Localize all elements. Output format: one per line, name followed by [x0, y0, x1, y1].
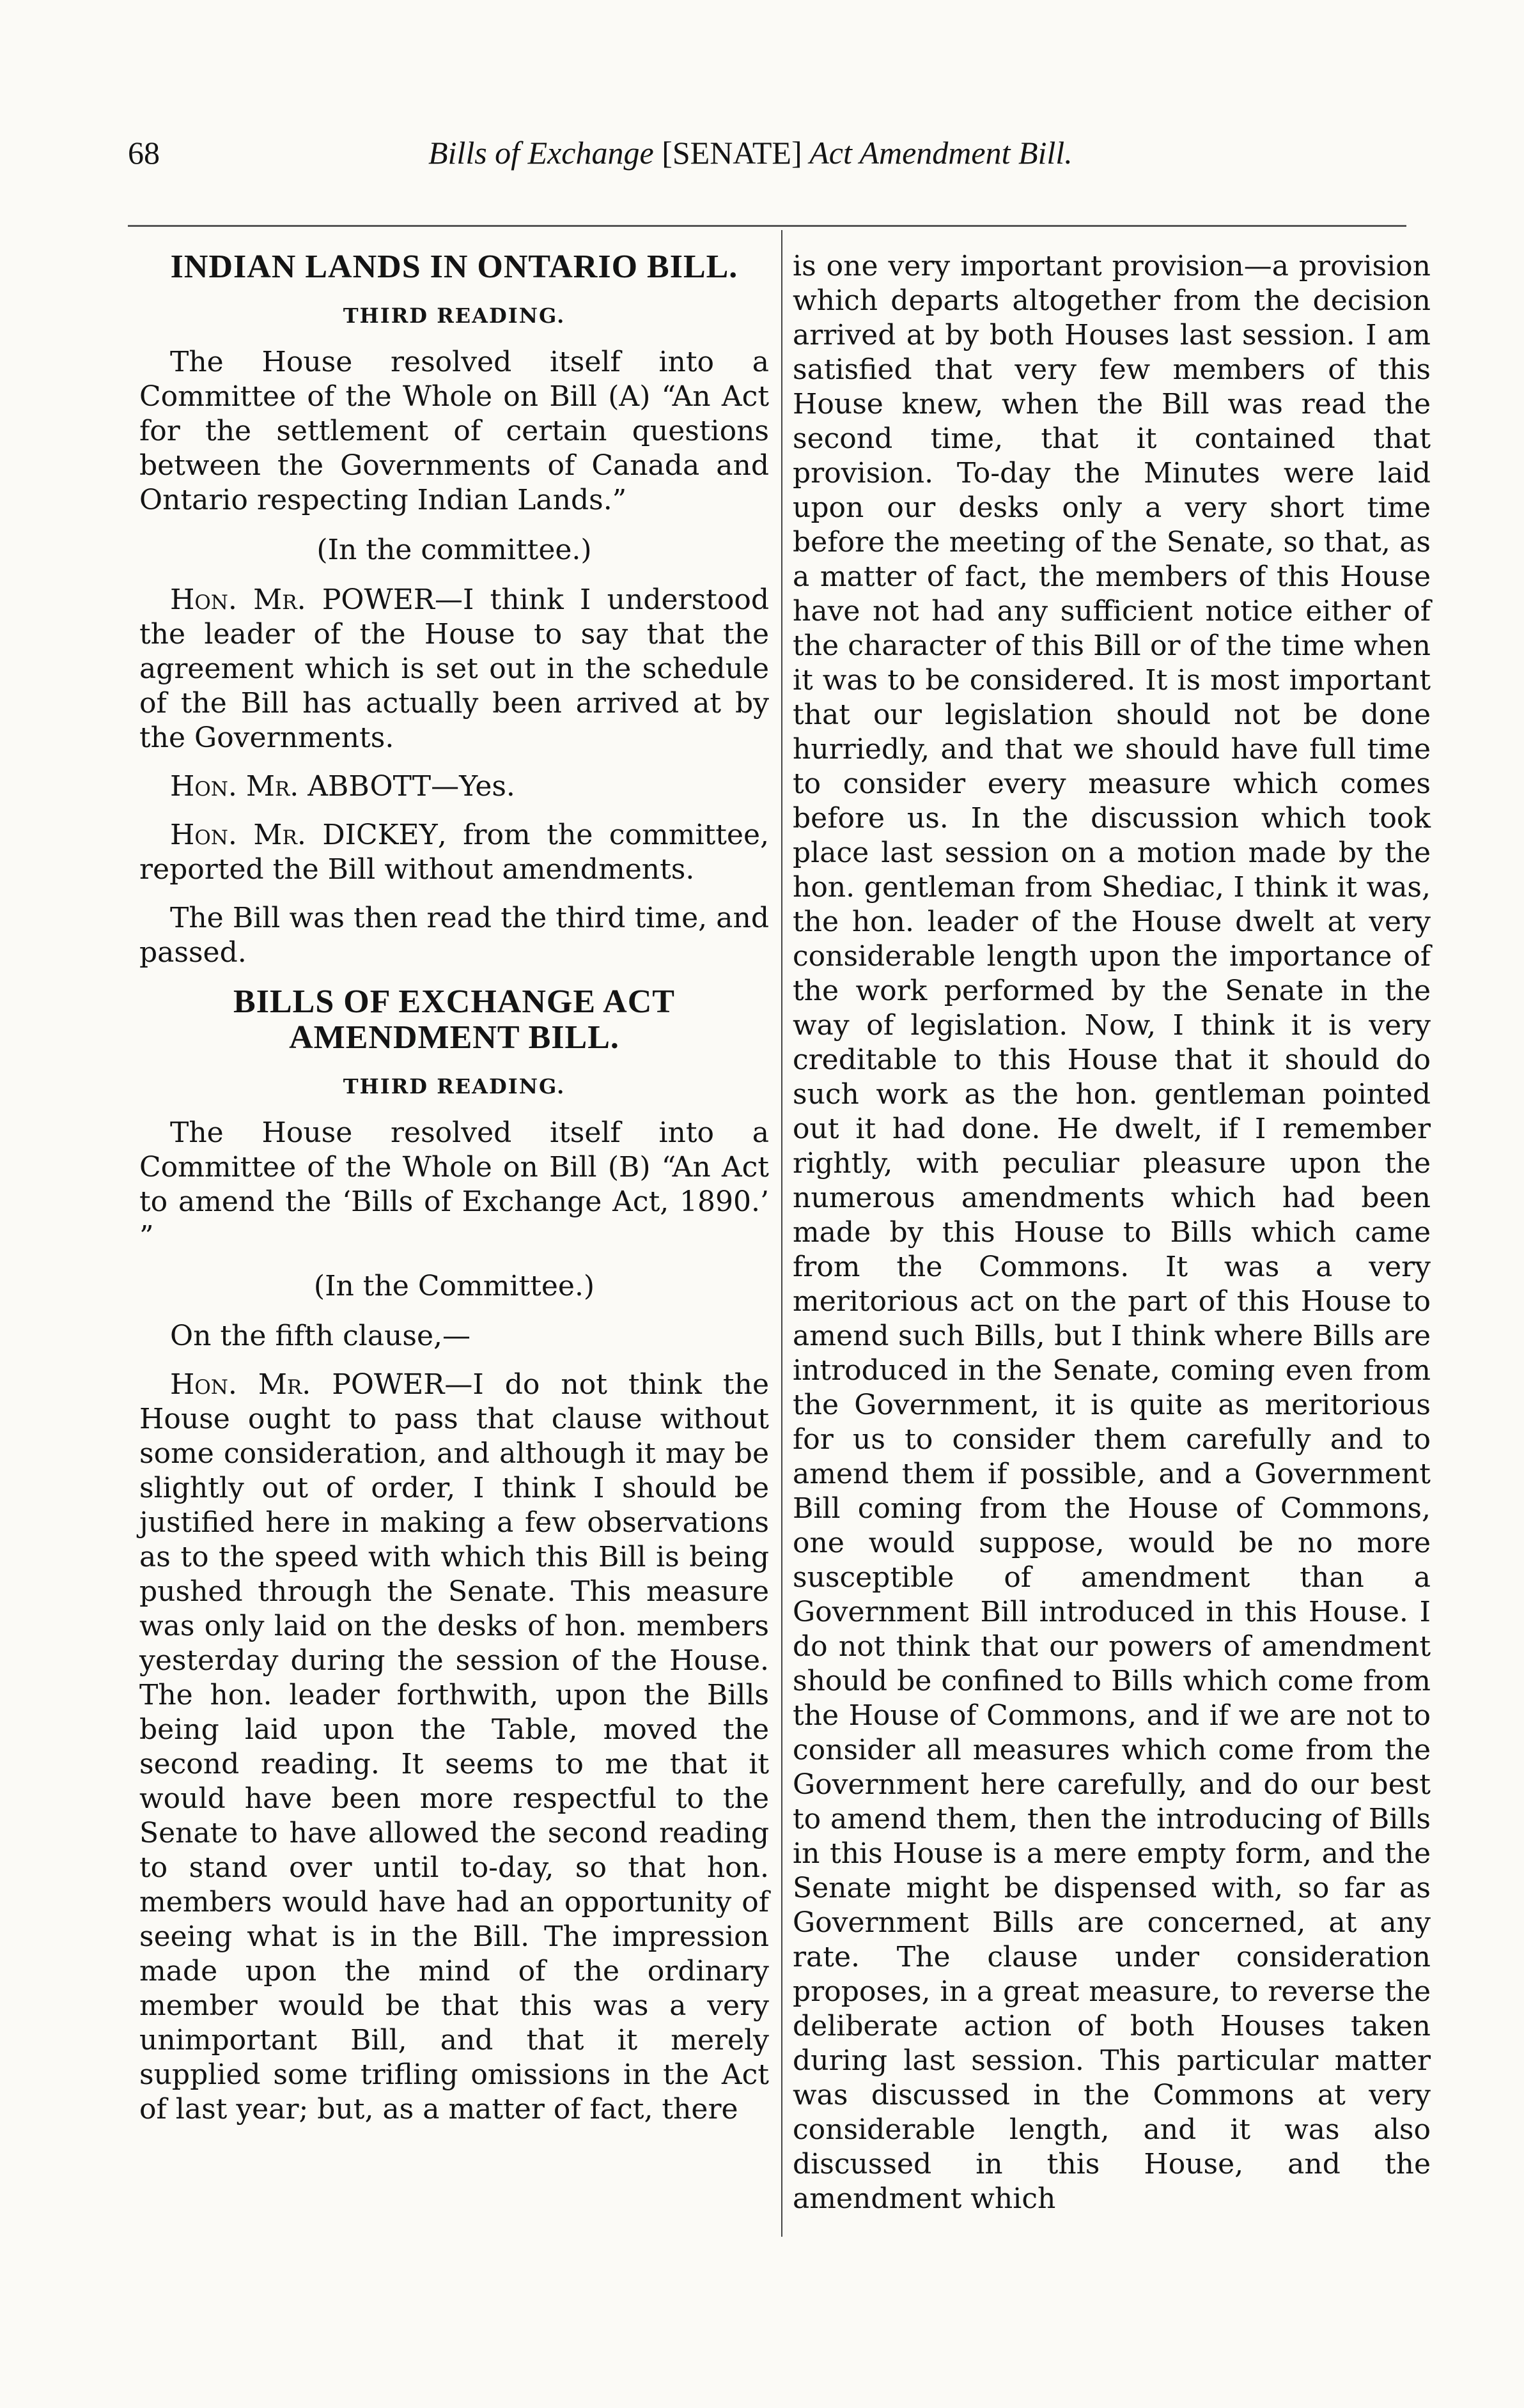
committee-note: (In the Committee.) [313, 1270, 595, 1302]
speech-text: , from the committee, reported the Bill without amendments. [139, 819, 769, 886]
running-header [128, 134, 1406, 179]
running-title-left: Bills of Exchange [428, 135, 654, 171]
running-title-center: [SENATE] [662, 135, 802, 171]
paragraph: The House resolved itself into a Committee of the Whole on Bill (A) “An Act for the settlement of certain questions between the Governments of Canada and Ontario respecting Indian Lands.” [139, 346, 769, 516]
right-column [793, 249, 1431, 2216]
speaker-name: Hon. Mr. ABBOTT [170, 770, 432, 803]
speaker-name: Hon. Mr. POWER [170, 1368, 445, 1401]
section-subheading: THIRD READING. [343, 1074, 566, 1099]
speaker-name: Hon. Mr. POWER [170, 583, 435, 616]
speech-text: —I think I understood the leader of the House to say that the agreement which is set out in the schedule of the Bill has actually been arrived at by the Governments. [139, 583, 769, 754]
section-subheading: THIRD READING. [343, 304, 566, 328]
speech-text: —I do not think the House ought to pass that clause without some consideration, and although it may be slightly out of order, I think I should be justified here in making a few observations as to the speed with which this Bill is being pushed through the Senate. This measure was only laid on the desks of hon. members yesterday during the session of the House. The hon. leader forthwith, upon the Bills being laid upon the Table, moved the second reading. It seems to me that it would have been more respectful to the Senate to have allowed the second reading to stand over until to-day, so that hon. members would have had an opportunity of seeing what is in the Bill. The impression made upon the mind of the ordinary member would be that this was a very unimportant Bill, and that it merely supplied some trifling omissions in the Act of last year; but, as a matter of fact, there [139, 1368, 769, 2126]
speech-continuation: is one very important provision—a provision which departs altogether from the decision arrived at by both Houses last session. I am satisfied that very few members of this House knew, when the Bill was read the second time, that it contained that provision. To-day the Minutes were laid upon our desks only a very short time before the meeting of the Senate, so that, as a matter of fact, the members of this House have not had any sufficient notice either of the character of this Bill or of the time when it was to be considered. It is most important that our legislation should not be done hurriedly, and that we should have full time to consider every measure which comes before us. In the discussion which took place last session on a motion made by the hon. gentleman from Shediac, I think it was, the hon. leader of the House dwelt at very considerable length upon the importance of the work performed by the Senate in the way of legislation. Now, I think it is very creditable to this House that it should do such work as the hon. gentleman pointed out it had done. He dwelt, if I remember rightly, with peculiar pleasure upon the numerous amendments which had been made by this House to Bills which came from the Commons. It was a very meritorious act on the part of this House to amend such Bills, but I think where Bills are introduced in the Senate, coming even from the Government, it is quite as meritorious for us to consider them carefully and to amend them if possible, and a Government Bill coming from the House of Commons, one would suppose, would be no more susceptible of amendment than a Government Bill introduced in this House. I do not think that our powers of amendment should be confined to Bills which come from the House of Commons, and if we are not to consider all measures which come from the Government here carefully, and do our best to amend them, then the introducing of Bills in this House is a mere empty form, and the Senate might be dispensed with, so far as Government Bills are concerned, at any rate. The clause under consideration proposes, in a great measure, to reverse the deliberate action of both Houses taken during last session. This particular matter was discussed in the Commons at very considerable length, and it was also discussed in this House, and the amendment which [793, 250, 1431, 2215]
paragraph: The House resolved itself into a Committee of the Whole on Bill (B) “An Act to amend the ‘Bills of Exchange Act, 1890.’ ” [139, 1116, 769, 1253]
speech-power-1 [139, 583, 769, 755]
running-title-right: Act Amendment Bill. [809, 135, 1073, 171]
column-divider [781, 230, 782, 2237]
page-number: 68 [128, 135, 160, 171]
speech-power-2 [139, 1368, 769, 2127]
speech-abbott [139, 769, 769, 804]
paragraph: The Bill was then read the third time, and passed. [139, 902, 769, 969]
speaker-name: Hon. Mr. DICKEY [170, 819, 438, 851]
speech-dickey [139, 818, 769, 887]
left-column [139, 249, 769, 2127]
committee-note: (In the committee.) [316, 534, 592, 566]
header-rule [128, 225, 1406, 227]
speech-text: —Yes. [431, 770, 515, 803]
section-title-indian-lands: INDIAN LANDS IN ONTARIO BILL. [170, 249, 738, 285]
section-title-bills-of-exchange: BILLS OF EXCHANGE ACT AMENDMENT BILL. [233, 984, 675, 1056]
running-title [428, 134, 1073, 171]
clause-note: On the fifth clause,— [170, 1320, 470, 1352]
